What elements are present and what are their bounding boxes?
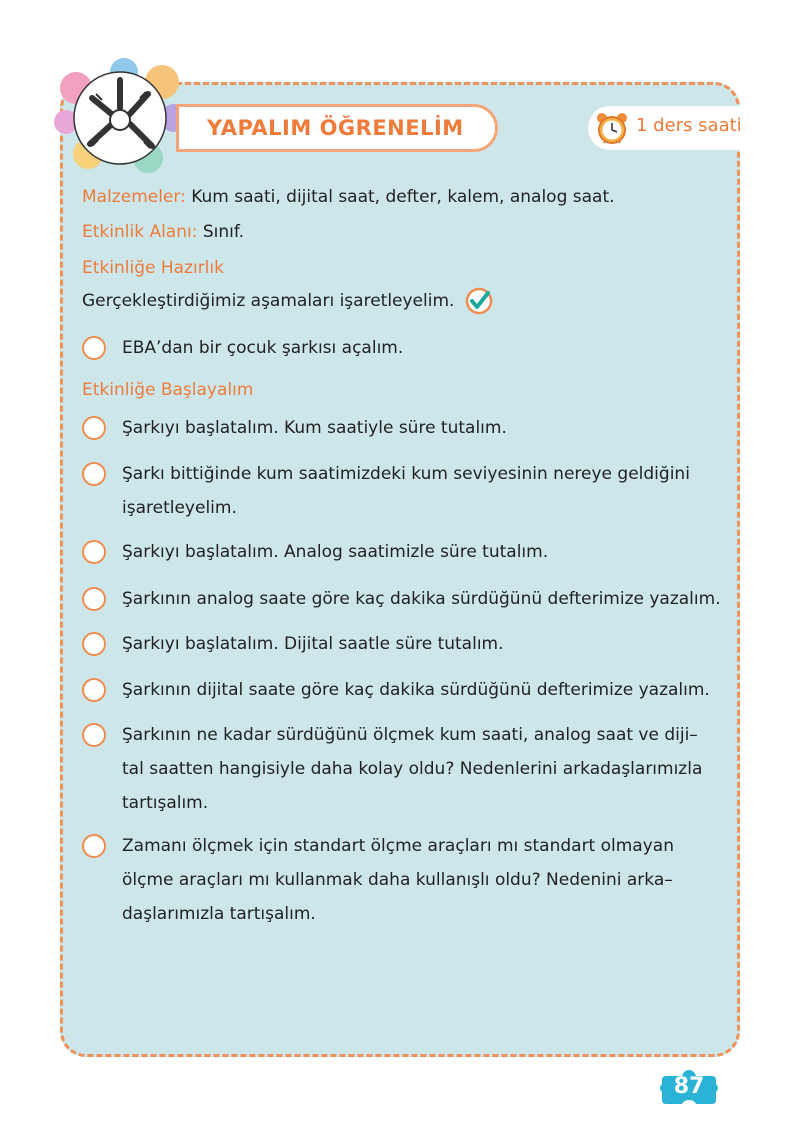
checkbox-circle[interactable] bbox=[82, 723, 106, 747]
step-item bbox=[82, 722, 722, 820]
step-line: Şarkının dijital saate göre kaç dakika sürdüğünü defterimize yazalım. bbox=[122, 680, 710, 700]
step-line: daşlarımızla tartışalım. bbox=[122, 904, 316, 924]
step-line: Şarkıyı başlatalım. Dijital saatle süre tutalım. bbox=[122, 634, 504, 654]
materials-value: Kum saati, dijital saat, defter, kalem, analog saat. bbox=[191, 187, 615, 207]
step-text bbox=[122, 718, 722, 820]
step-text bbox=[122, 411, 722, 445]
step-line: Şarkıyı başlatalım. Kum saatiyle süre tutalım. bbox=[122, 418, 507, 438]
checkbox-circle[interactable] bbox=[82, 416, 106, 440]
step-line: Zamanı ölçmek için standart ölçme araçları mı standart olmayan bbox=[122, 836, 674, 856]
activity-title: YAPALIM ÖĞRENELİM bbox=[207, 116, 464, 140]
checkbox-circle[interactable] bbox=[82, 678, 106, 702]
checkmark-icon bbox=[464, 286, 494, 316]
checkbox-circle[interactable] bbox=[82, 540, 106, 564]
step-item bbox=[82, 833, 722, 931]
instruction-text: Gerçekleştirdiğimiz aşamaları işaretleyelim. bbox=[82, 291, 455, 311]
checkbox-circle[interactable] bbox=[82, 632, 106, 656]
checkbox-circle[interactable] bbox=[82, 462, 106, 486]
duration-text: 1 ders saati bbox=[636, 115, 742, 136]
step-item bbox=[82, 461, 722, 525]
materials-label: Malzemeler: bbox=[82, 187, 186, 207]
step-text bbox=[122, 582, 722, 616]
materials-line bbox=[82, 180, 615, 214]
activity-title-banner bbox=[176, 104, 498, 152]
hands-illustration-icon bbox=[52, 58, 192, 183]
step-text bbox=[122, 535, 722, 569]
step-line: tal saatten hangisiyle daha kolay oldu? Nedenlerini arkadaşlarımızla bbox=[122, 759, 703, 779]
step-item bbox=[82, 586, 722, 616]
step-item bbox=[82, 631, 722, 661]
page-number-badge bbox=[660, 1070, 718, 1106]
step-item bbox=[82, 677, 722, 707]
area-value: Sınıf. bbox=[202, 222, 245, 242]
checkbox-circle[interactable] bbox=[82, 834, 106, 858]
duration-badge bbox=[588, 106, 740, 150]
checkbox-circle[interactable] bbox=[82, 336, 106, 360]
area-label: Etkinlik Alanı: bbox=[82, 222, 198, 242]
preparation-item-text: EBA’dan bir çocuk şarkısı açalım. bbox=[122, 338, 404, 358]
step-text bbox=[122, 829, 722, 931]
step-text bbox=[122, 673, 722, 707]
start-heading: Etkinliğe Başlayalım bbox=[82, 380, 254, 400]
preparation-heading: Etkinliğe Hazırlık bbox=[82, 258, 224, 278]
step-line: Şarkı bittiğinde kum saatimizdeki kum seviyesinin nereye geldiğini bbox=[122, 464, 690, 484]
preparation-item bbox=[82, 335, 722, 365]
step-text bbox=[122, 627, 722, 661]
step-line: Şarkıyı başlatalım. Analog saatimizle süre tutalım. bbox=[122, 542, 549, 562]
step-line: tartışalım. bbox=[122, 793, 209, 813]
area-line bbox=[82, 215, 244, 249]
step-line: ölçme araçları mı kullanmak daha kullanışlı oldu? Nedenini arka– bbox=[122, 870, 673, 890]
step-item bbox=[82, 539, 722, 569]
step-line: Şarkının ne kadar sürdüğünü ölçmek kum saati, analog saat ve diji– bbox=[122, 725, 698, 745]
step-line: Şarkının analog saate göre kaç dakika sürdüğünü defterimize yazalım. bbox=[122, 589, 721, 609]
step-item bbox=[82, 415, 722, 445]
step-line: işaretleyelim. bbox=[122, 498, 237, 518]
page-number: 87 bbox=[673, 1074, 705, 1099]
instruction-line bbox=[82, 284, 494, 318]
alarm-clock-icon bbox=[594, 110, 630, 146]
checkbox-circle[interactable] bbox=[82, 587, 106, 611]
step-text bbox=[122, 457, 722, 525]
